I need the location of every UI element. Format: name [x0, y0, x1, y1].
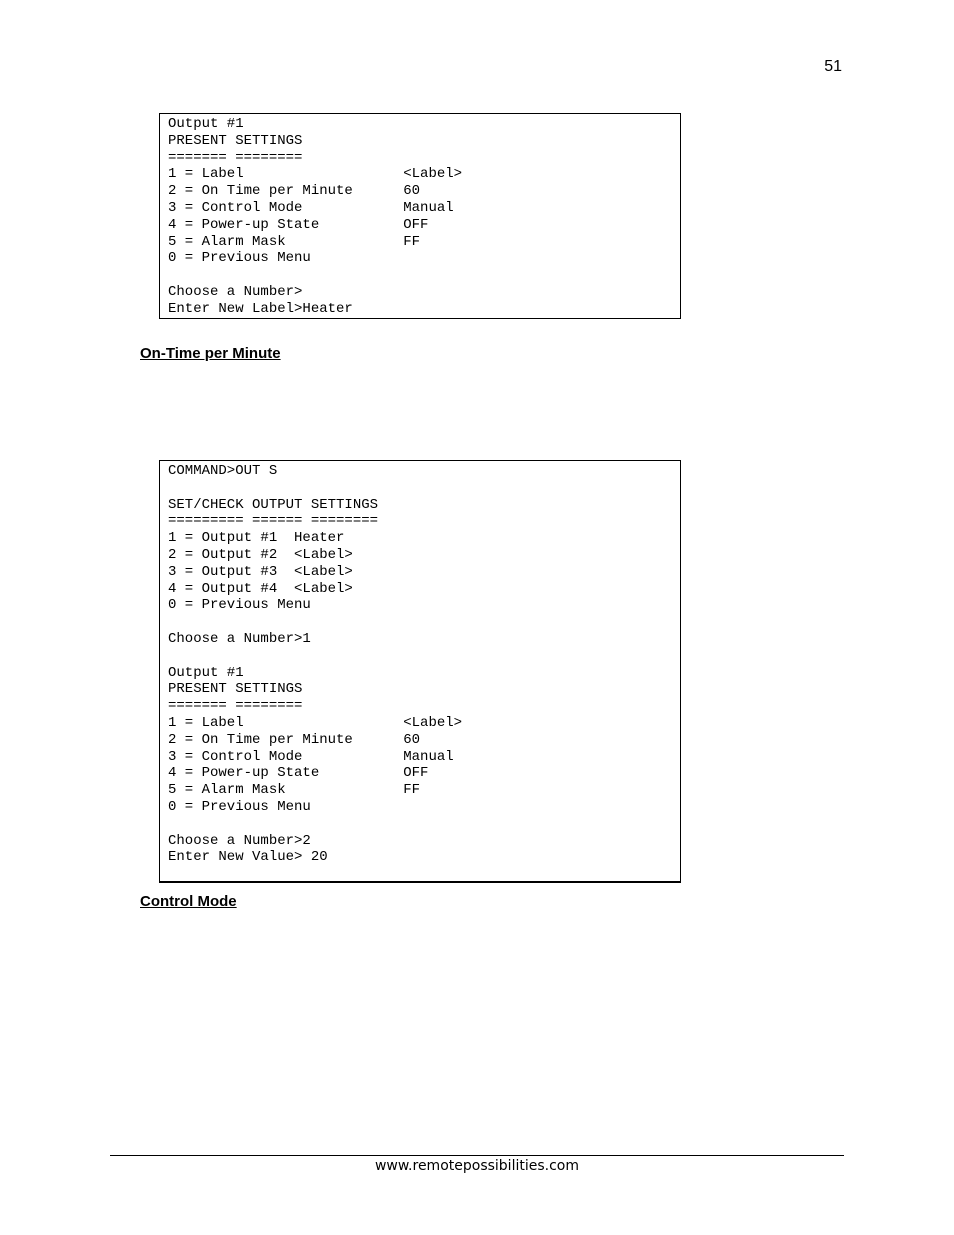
- terminal-line: Choose a Number>1: [168, 630, 311, 647]
- terminal-line: ======= ========: [168, 698, 303, 715]
- terminal-line: 2 = On Time per Minute 60: [168, 183, 421, 200]
- terminal-line: 4 = Output #4 <Label>: [168, 580, 353, 597]
- terminal-line: ======= ========: [168, 149, 303, 166]
- terminal-set-check-output: [159, 460, 681, 883]
- terminal-line: 5 = Alarm Mask FF: [168, 782, 421, 799]
- terminal-line: 1 = Label <Label>: [168, 166, 463, 183]
- terminal-line: [168, 480, 680, 497]
- terminal-line: ========= ====== ========: [168, 513, 379, 530]
- terminal-line: 0 = Previous Menu: [168, 250, 311, 267]
- terminal-line: 0 = Previous Menu: [168, 597, 311, 614]
- terminal-line: 2 = Output #2 <Label>: [168, 546, 353, 563]
- terminal-line: 1 = Output #1 Heater: [168, 530, 345, 547]
- terminal-output-settings: [159, 113, 681, 319]
- footer-url: www.remotepossibilities.com: [374, 1158, 579, 1174]
- heading-on-time-per-minute: On-Time per Minute: [140, 345, 281, 362]
- terminal-line: 3 = Output #3 <Label>: [168, 563, 353, 580]
- terminal-line: Output #1: [168, 664, 244, 681]
- terminal-line: Output #1: [168, 116, 244, 132]
- footer-divider: [110, 1155, 844, 1156]
- terminal-line: [168, 267, 680, 284]
- terminal-line: 3 = Control Mode Manual: [168, 199, 454, 216]
- terminal-line: 2 = On Time per Minute 60: [168, 731, 421, 748]
- terminal-line: 4 = Power-up State OFF: [168, 216, 429, 233]
- terminal-line: Enter New Value> 20: [168, 849, 328, 866]
- terminal-line: [168, 816, 680, 833]
- terminal-line: Choose a Number>: [168, 283, 303, 300]
- terminal-line: SET/CHECK OUTPUT SETTINGS: [168, 496, 379, 513]
- terminal-line: PRESENT SETTINGS: [168, 681, 303, 698]
- terminal-line: Choose a Number>2: [168, 832, 311, 849]
- terminal-line: COMMAND>OUT S: [168, 463, 278, 479]
- heading-control-mode: Control Mode: [140, 893, 237, 910]
- terminal-line: 4 = Power-up State OFF: [168, 765, 429, 782]
- terminal-line: [168, 614, 680, 631]
- terminal-line: Enter New Label>Heater: [168, 300, 353, 317]
- terminal-line: 1 = Label <Label>: [168, 714, 463, 731]
- terminal-line: 3 = Control Mode Manual: [168, 748, 454, 765]
- page-number: 51: [824, 58, 842, 75]
- terminal-line: 0 = Previous Menu: [168, 798, 311, 815]
- terminal-line: PRESENT SETTINGS: [168, 132, 303, 149]
- terminal-line: 5 = Alarm Mask FF: [168, 233, 421, 250]
- terminal-line: [168, 648, 680, 665]
